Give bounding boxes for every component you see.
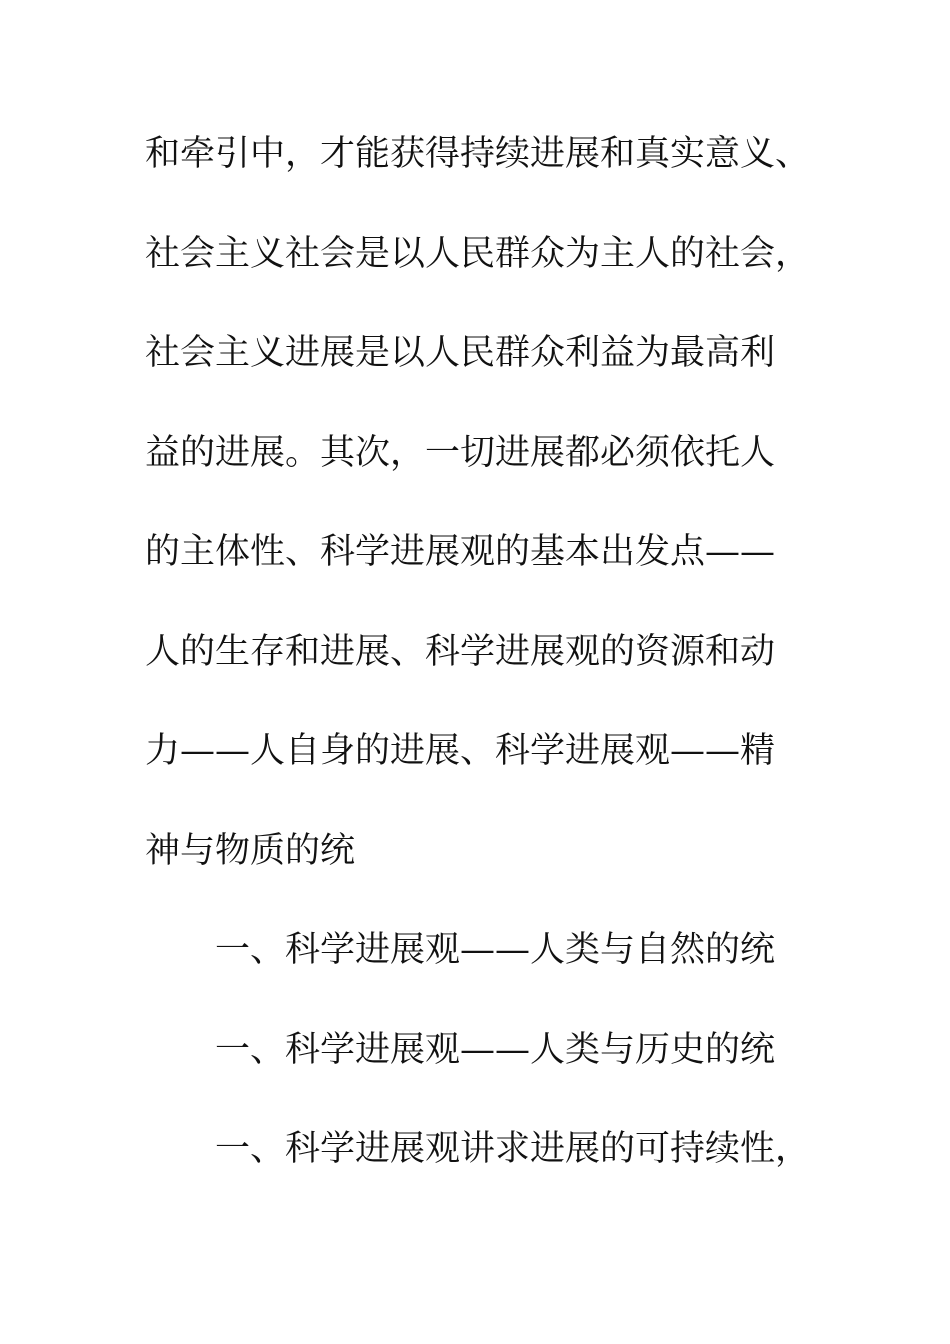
list-item-2: 一、科学进展观——人类与历史的统: [215, 1030, 776, 1070]
paragraph-line-1: 和牵引中，才能获得持续进展和真实意义、: [145, 134, 811, 174]
paragraph-line-2: 社会主义社会是以人民群众为主人的社会，: [145, 234, 811, 274]
list-item-3: 一、科学进展观讲求进展的可持续性，: [215, 1129, 811, 1169]
paragraph-line-3: 社会主义进展是以人民群众利益为最高利: [145, 333, 776, 373]
paragraph-line-4: 益的进展。其次，一切进展都必须依托人: [145, 433, 776, 473]
paragraph-line-7: 力——人自身的进展、科学进展观——精: [145, 731, 776, 771]
list-item-1: 一、科学进展观——人类与自然的统: [215, 930, 776, 970]
paragraph-line-8: 神与物质的统: [145, 831, 356, 871]
paragraph-line-5: 的主体性、科学进展观的基本出发点——: [145, 532, 776, 572]
paragraph-line-6: 人的生存和进展、科学进展观的资源和动: [145, 632, 776, 672]
